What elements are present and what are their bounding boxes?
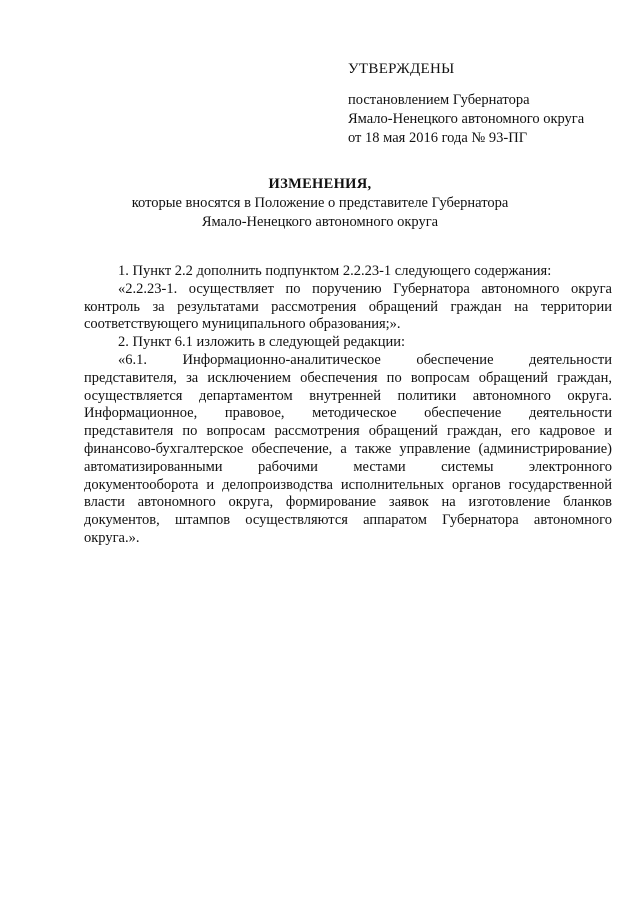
body-line: финансово-бухгалтерское обеспечение, а также управление (администрирование) (84, 440, 612, 457)
body-line: представителя, за исключением обеспечения по вопросам обращений граждан, (84, 369, 612, 386)
approval-title: УТВЕРЖДЕНЫ (348, 61, 455, 77)
document-title: ИЗМЕНЕНИЯ, (268, 176, 372, 192)
body-line: «6.1. Информационно-аналитическое обеспечение деятельности (118, 351, 612, 368)
approval-line-2: Ямало-Ненецкого автономного округа (348, 111, 585, 127)
body-line: округа.». (84, 529, 140, 546)
body-line: контроль за результатами рассмотрения обращений граждан на территории (84, 298, 612, 315)
document-subtitle-line-1: которые вносятся в Положение о представителе Губернатора (131, 195, 509, 211)
body-line: представителя по вопросам рассмотрения обращений граждан, его кадровое и (84, 423, 612, 440)
body-line: документооборота и делопроизводства исполнительных органов государственной (84, 476, 612, 493)
document-subtitle-line-2: Ямало-Ненецкого автономного округа (201, 214, 439, 230)
body-line: власти автономного округа, формирование заявок на изготовление бланков (84, 494, 612, 511)
body-line: осуществляется департаментом внутренней политики автономного округа. (84, 387, 612, 404)
approval-stamp (348, 60, 618, 148)
document-heading (0, 175, 640, 232)
body-line: соответствующего муниципального образования;». (84, 316, 401, 333)
document-body (84, 263, 612, 548)
body-line: автоматизированными рабочими местами системы электронного (84, 458, 612, 475)
body-line: документов, штампов осуществляются аппаратом Губернатора автономного (84, 512, 612, 529)
body-line: Информационное, правовое, методическое обеспечение деятельности (84, 405, 612, 422)
body-line: 2. Пункт 6.1 изложить в следующей редакции: (118, 334, 406, 351)
body-line: «2.2.23-1. осуществляет по поручению Губернатора автономного округа (118, 280, 612, 297)
approval-line-1: постановлением Губернатора (348, 92, 530, 108)
body-line: 1. Пункт 2.2 дополнить подпунктом 2.2.23-1 следующего содержания: (118, 263, 552, 279)
approval-line-3: от 18 мая 2016 года № 93-ПГ (348, 130, 528, 146)
